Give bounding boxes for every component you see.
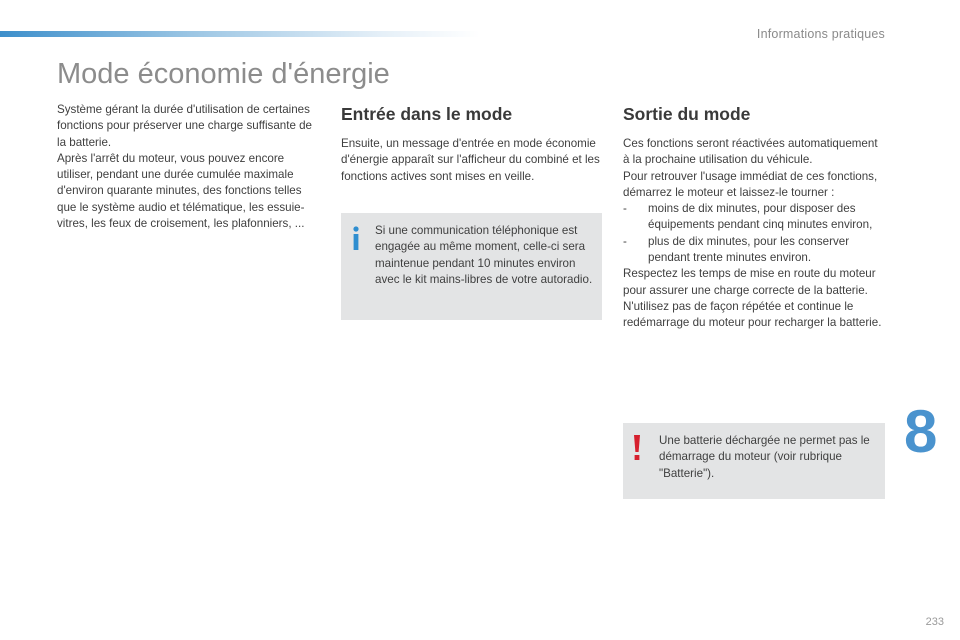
exit-paragraph-1: Ces fonctions seront réactivées automatiquement à la prochaine utilisation du véhicule.	[623, 137, 878, 167]
warning-note-text: Une batterie déchargée ne permet pas le démarrage du moteur (voir rubrique "Batterie").	[659, 434, 870, 480]
list-item	[623, 201, 885, 234]
chapter-number: 8	[904, 398, 938, 465]
entry-column	[341, 102, 603, 185]
exit-duration-list	[623, 201, 885, 266]
exit-paragraph-4: N'utilisez pas de façon répétée et continue le redémarrage du moteur pour recharger la batterie.	[623, 299, 882, 330]
page-number: 233	[925, 616, 944, 628]
intro-paragraph-2: Après l'arrêt du moteur, vous pouvez encore utiliser, pendant une durée cumulée maximale d'environ quarante minutes, des fonctions telles que le système audio et télématique, les essuie-vitres, les feux de croisement, les plafonniers, ...	[57, 151, 305, 231]
warning-note	[623, 423, 885, 499]
exit-column	[623, 102, 885, 332]
intro-column	[57, 102, 319, 232]
section-header: Informations pratiques	[756, 27, 885, 41]
list-item	[623, 234, 885, 267]
exit-paragraph-2: Pour retrouver l'usage immédiat de ces fonctions, démarrez le moteur et laissez-le tourner :	[623, 169, 878, 199]
entry-paragraph: Ensuite, un message d'entrée en mode économie d'énergie apparaît sur l'afficheur du combiné et les fonctions actives sont mises en veille.	[341, 137, 600, 183]
info-icon	[351, 226, 361, 250]
exclamation-icon	[633, 435, 641, 461]
list-item-text: plus de dix minutes, pour les conserver pendant trente minutes environ.	[648, 234, 850, 265]
header-gradient-bar	[0, 31, 480, 37]
exit-heading: Sortie du mode	[623, 104, 751, 124]
list-dash: -	[623, 234, 627, 248]
list-dash: -	[623, 202, 627, 216]
page-title: Mode économie d'énergie	[57, 58, 390, 90]
entry-heading: Entrée dans le mode	[341, 104, 513, 124]
info-note-text: Si une communication téléphonique est engagée au même moment, celle-ci sera maintenue pendant 10 minutes environ avec le kit mains-libres de votre autoradio.	[375, 224, 593, 286]
exit-paragraph-3: Respectez les temps de mise en route du moteur pour assurer une charge correcte de la batterie.	[623, 267, 876, 297]
list-item-text: moins de dix minutes, pour disposer des équipements pendant cinq minutes environ,	[648, 202, 873, 232]
intro-paragraph-1: Système gérant la durée d'utilisation de certaines fonctions pour préserver une charge suffisante de la batterie.	[57, 103, 313, 149]
info-note	[341, 213, 602, 320]
